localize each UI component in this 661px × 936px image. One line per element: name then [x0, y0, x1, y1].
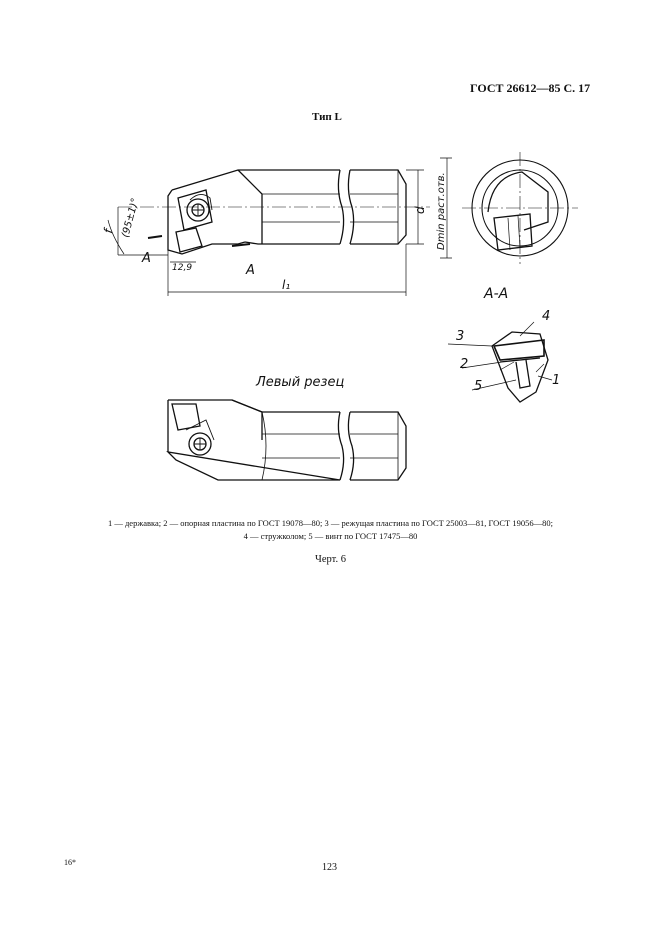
caption-line-2: 4 — стружколом; 5 — винт по ГОСТ 17475—80 [243, 531, 418, 541]
footer-mark: 16* [64, 858, 76, 867]
callout-1: 1 [552, 373, 561, 388]
page-number: 123 [322, 862, 337, 873]
end-view [462, 152, 578, 264]
label-section-a-left: A [142, 251, 151, 266]
label-l1: l₁ [282, 278, 291, 292]
label-dmin: Dmin раст.отв. [436, 172, 447, 250]
callout-4: 4 [542, 309, 551, 324]
callout-5: 5 [474, 379, 483, 394]
type-title: Тип L [312, 111, 342, 123]
label-angle: (95±1)° [120, 197, 142, 239]
label-left-cutter: Левый резец [256, 375, 345, 390]
standard-header: ГОСТ 26612—85 С. 17 [470, 81, 591, 95]
figure-label: Черт. 6 [315, 554, 346, 565]
label-d: d [413, 206, 427, 214]
label-section-a-right: A [246, 263, 255, 278]
callout-2: 2 [460, 357, 469, 372]
caption-line-1: 1 — державка; 2 — опорная пластина по ГОСТ 19078—80; 3 — режущая пластина по ГОСТ 25003—81, ГОСТ 19056—80; [107, 518, 553, 528]
label-f: f [101, 227, 116, 235]
callout-3: 3 [456, 329, 465, 344]
insert-clamp [176, 190, 212, 252]
label-12-9: 12,9 [172, 263, 193, 273]
left-cutter-body [168, 400, 406, 480]
label-section-title: A-A [484, 286, 509, 302]
